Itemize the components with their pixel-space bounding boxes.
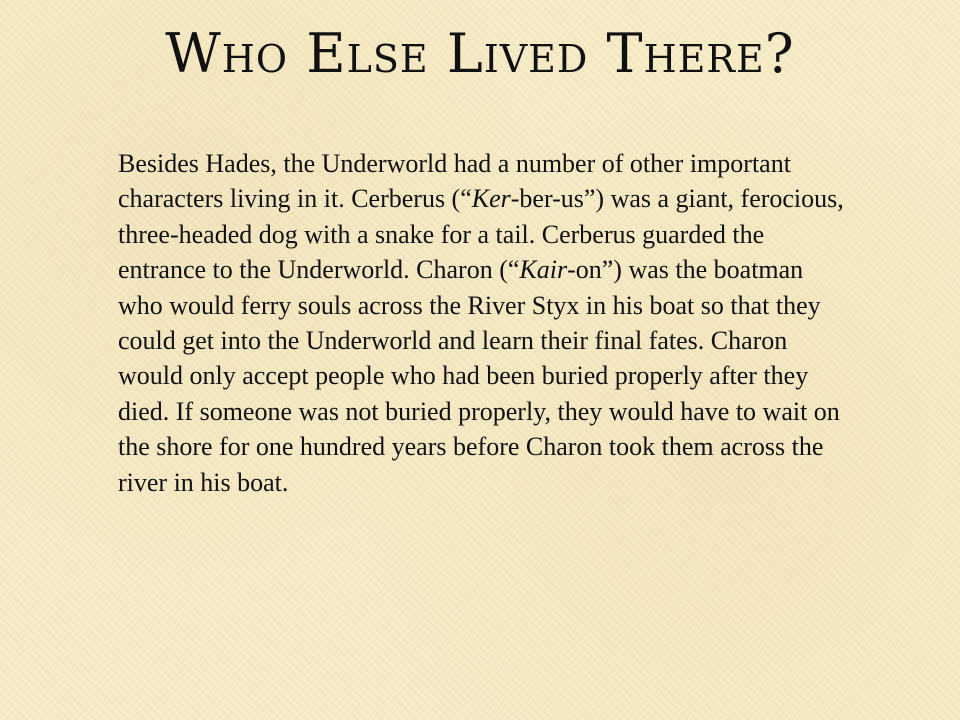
text-segment: Besides Hades, the Underworld had a number of other important characters living in it. Cerberus (“ bbox=[118, 149, 791, 214]
pronunciation-emphasis: Ker bbox=[471, 184, 511, 214]
body-paragraph bbox=[118, 146, 848, 500]
text-segment: -on”) was the boatman who would ferry souls across the River Styx in his boat so that they could get into the Underworld and learn their final fates. Charon would only accept people who had been buried properly after they died. If someone was not buried properly, they would have to wait on the shore for one hundred years before Charon took them across the river in his boat. bbox=[118, 255, 840, 497]
pronunciation-emphasis: Kair bbox=[519, 255, 568, 285]
text-segment: -ber-us”) was a giant, ferocious, three-headed dog with a snake for a tail. Cerberus guarded the entrance to the Underworld. Charon (“ bbox=[118, 184, 844, 285]
slide-title: Who Else Lived There? bbox=[165, 22, 795, 85]
